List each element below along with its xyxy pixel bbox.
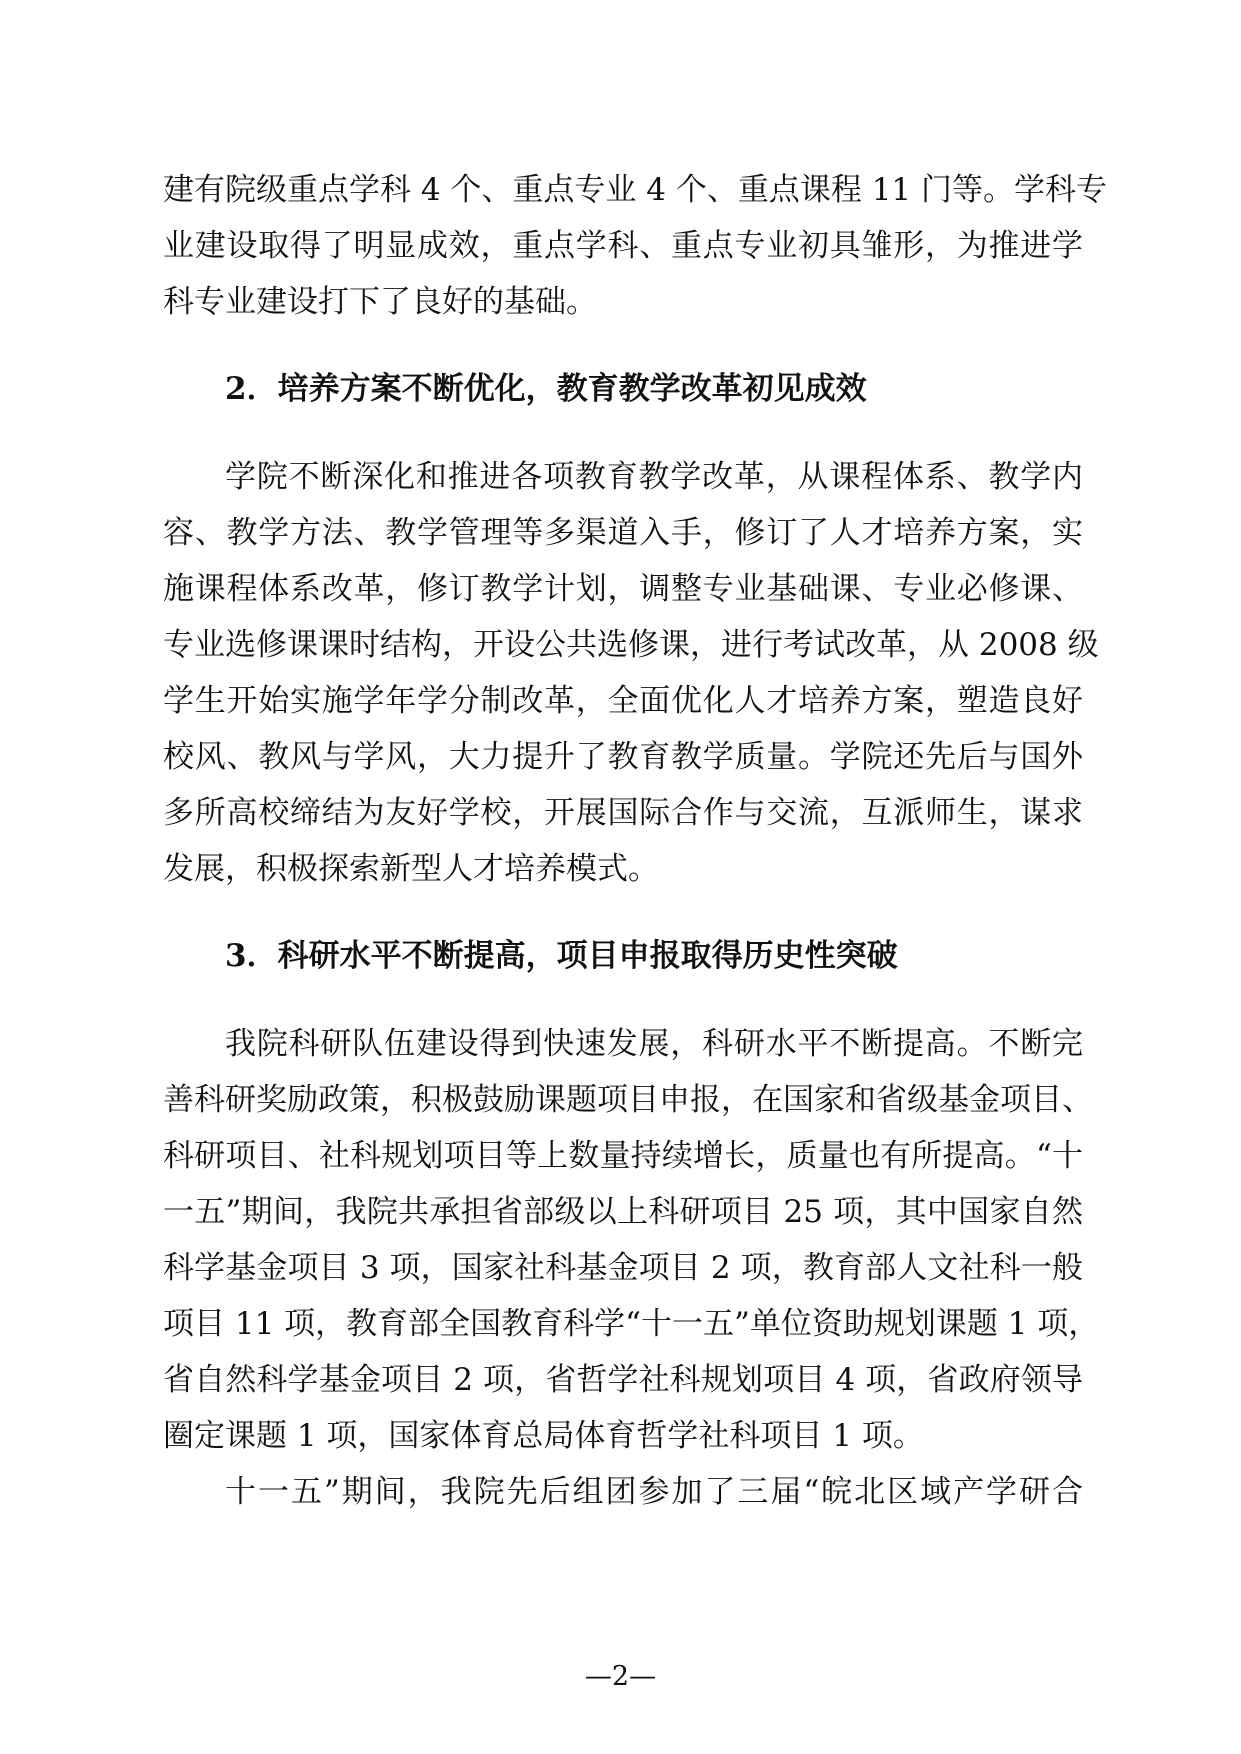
page-number: —2— xyxy=(584,1661,657,1692)
paragraph-line: 校风、教风与学风，大力提升了教育教学质量。学院还先后与国外 xyxy=(163,739,1083,775)
paragraph-line: 十一五”期间，我院先后组团参加了三届“皖北区域产学研合 xyxy=(225,1474,1083,1510)
paragraph-line: 圈定课题 1 项，国家体育总局体育哲学社科项目 1 项。 xyxy=(163,1418,924,1454)
paragraph-line: 施课程体系改革，修订教学计划，调整专业基础课、专业必修课、 xyxy=(163,571,1083,607)
paragraph-line: 学院不断深化和推进各项教育教学改革，从课程体系、教学内 xyxy=(225,459,1083,495)
section-heading: 3．科研水平不断提高，项目申报取得历史性突破 xyxy=(225,938,898,974)
paragraph-line: 科专业建设打下了良好的基础。 xyxy=(163,284,597,320)
paragraph-line: 科学基金项目 3 项，国家社科基金项目 2 项，教育部人文社科一般 xyxy=(163,1250,1083,1286)
paragraph-line: 善科研奖励政策，积极鼓励课题项目申报，在国家和省级基金项目、 xyxy=(163,1082,1093,1118)
paragraph-line: 多所高校缔结为友好学校，开展国际合作与交流，互派师生，谋求 xyxy=(163,795,1083,831)
paragraph-line: 省自然科学基金项目 2 项，省哲学社科规划项目 4 项，省政府领导 xyxy=(163,1362,1083,1398)
paragraph-line: 发展，积极探索新型人才培养模式。 xyxy=(163,851,659,887)
paragraph-line: 业建设取得了明显成效，重点学科、重点专业初具雏形，为推进学 xyxy=(163,228,1083,264)
paragraph-line: 一五”期间，我院共承担省部级以上科研项目 25 项，其中国家自然 xyxy=(163,1194,1083,1230)
paragraph-line: 容、教学方法、教学管理等多渠道入手，修订了人才培养方案，实 xyxy=(163,515,1083,551)
paragraph-line: 专业选修课课时结构，开设公共选修课，进行考试改革，从 2008 级 xyxy=(163,627,1099,663)
paragraph-line: 学生开始实施学年学分制改革，全面优化人才培养方案，塑造良好 xyxy=(163,683,1083,719)
paragraph-line: 建有院级重点学科 4 个、重点专业 4 个、重点课程 11 门等。学科专 xyxy=(163,172,1108,208)
paragraph-line: 科研项目、社科规划项目等上数量持续增长，质量也有所提高。“十 xyxy=(163,1138,1083,1174)
section-heading: 2．培养方案不断优化，教育教学改革初见成效 xyxy=(225,371,867,407)
paragraph-line: 项目 11 项，教育部全国教育科学“十一五”单位资助规划课题 1 项， xyxy=(163,1306,1100,1342)
paragraph-line: 我院科研队伍建设得到快速发展，科研水平不断提高。不断完 xyxy=(225,1026,1083,1062)
